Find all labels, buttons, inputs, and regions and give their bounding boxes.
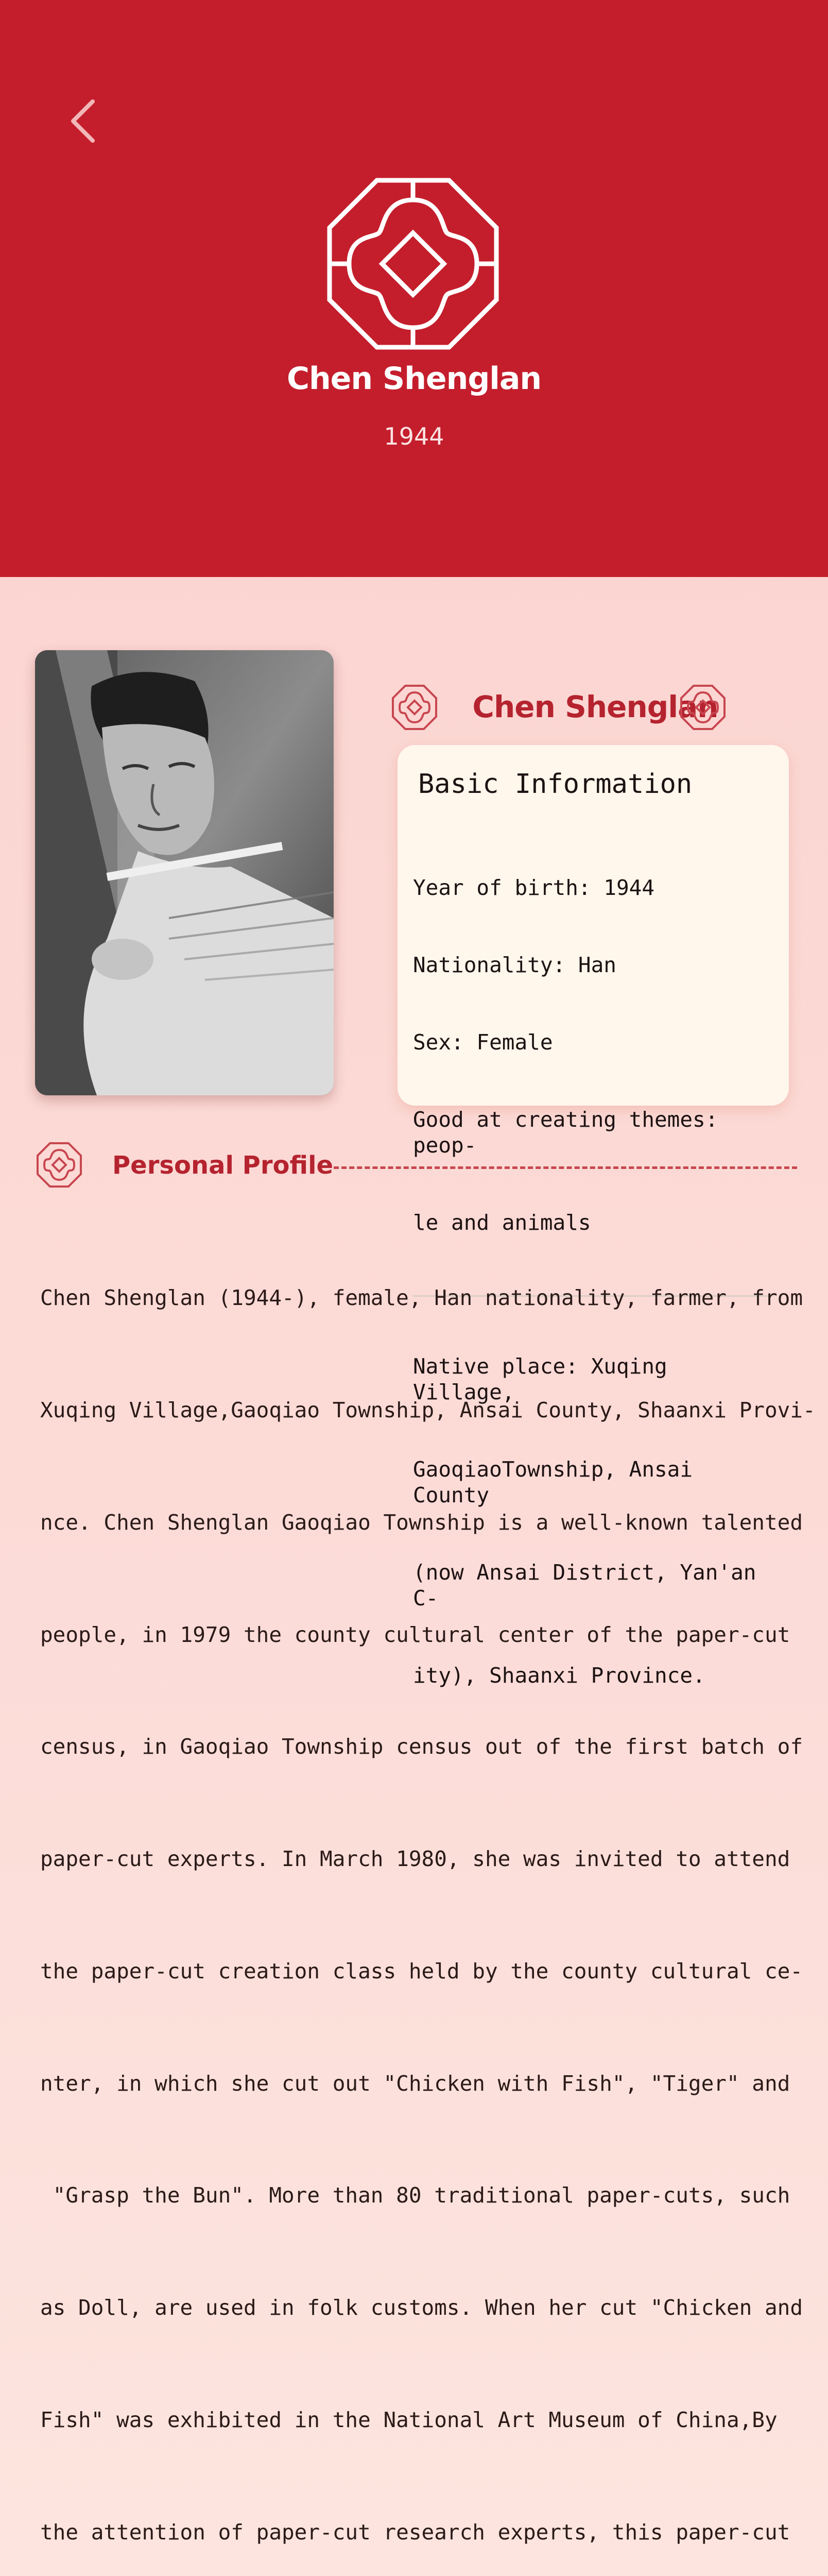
profile-line: paper-cut experts. In March 1980, she was invited to attend bbox=[40, 1846, 790, 1872]
chevron-left-icon bbox=[67, 95, 98, 147]
personal-profile-title: Personal Profile bbox=[112, 1151, 334, 1180]
info-line: ity), Shaanxi Province. bbox=[413, 1663, 705, 1688]
profile-line: Xuqing Village,Gaoqiao Township, Ansai County, Shaanxi Provi- bbox=[40, 1397, 816, 1422]
emblem-left-icon bbox=[391, 684, 438, 731]
info-line: Native place: Xuqing Village, bbox=[413, 1354, 680, 1404]
paper-cut-emblem-icon bbox=[325, 176, 501, 351]
emblem-right-icon bbox=[680, 684, 726, 731]
header-birth-year: 1944 bbox=[384, 422, 444, 450]
info-artist-name: Chen Shenglan bbox=[472, 689, 718, 724]
profile-line: the attention of paper-cut research experts, this paper-cut bbox=[40, 2519, 790, 2545]
header-banner bbox=[0, 0, 828, 577]
profile-line: census, in Gaoqiao Township census out of the first batch of bbox=[40, 1734, 803, 1759]
profile-line: the paper-cut creation class held by the county cultural ce- bbox=[40, 1958, 803, 1984]
profile-line: Chen Shenglan (1944-), female, Han nationality, farmer, from bbox=[40, 1285, 803, 1311]
info-line: Nationality: Han bbox=[413, 953, 616, 977]
section-emblem-icon bbox=[36, 1142, 82, 1188]
info-line: Good at creating themes: peop- bbox=[413, 1107, 731, 1158]
info-line: (now Ansai District, Yan'an C- bbox=[413, 1560, 769, 1611]
portrait-image bbox=[35, 650, 334, 1095]
profile-line: Fish" was exhibited in the National Art Museum of China,By bbox=[40, 2408, 778, 2432]
section-divider bbox=[334, 1166, 797, 1169]
info-line: Year of birth: 1944 bbox=[413, 875, 654, 900]
back-button[interactable] bbox=[62, 93, 103, 149]
info-line: GaoqiaoTownship, Ansai County bbox=[413, 1457, 705, 1507]
info-line: Sex: Female bbox=[413, 1030, 553, 1055]
profile-line: "Grasp the Bun". More than 80 traditional paper-cuts, such bbox=[40, 2183, 790, 2208]
profile-line: nter, in which she cut out "Chicken with Fish", "Tiger" and bbox=[40, 2071, 790, 2096]
basic-information-title: Basic Information bbox=[418, 769, 693, 800]
profile-line: as Doll, are used in folk customs. When her cut "Chicken and bbox=[40, 2295, 803, 2320]
profile-line: nce. Chen Shenglan Gaoqiao Township is a well-known talented bbox=[40, 1510, 803, 1535]
header-artist-name: Chen Shenglan bbox=[286, 361, 542, 397]
personal-profile-header bbox=[35, 1139, 797, 1195]
profile-line: people, in 1979 the county cultural center of the paper-cut bbox=[40, 1622, 790, 1647]
info-name-row bbox=[391, 675, 793, 737]
artist-portrait bbox=[35, 650, 334, 1095]
info-line: le and animals bbox=[413, 1210, 591, 1235]
personal-profile-text bbox=[40, 1205, 818, 2576]
